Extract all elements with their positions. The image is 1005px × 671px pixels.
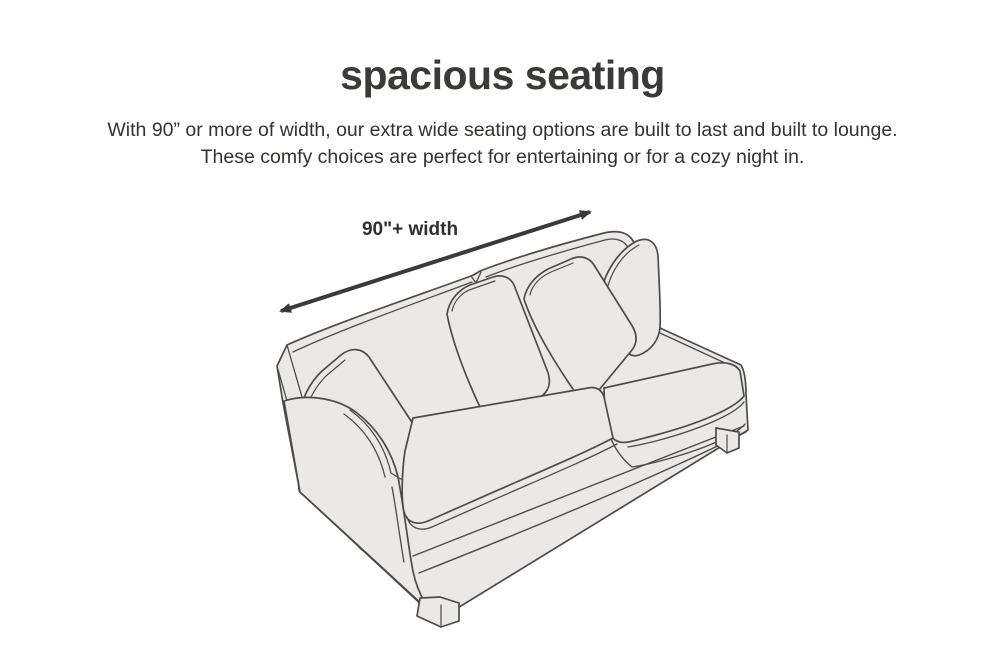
description-line-1: With 90” or more of width, our extra wide seating options are built to last and built to lounge. — [107, 119, 898, 141]
sofa-foot-front — [417, 597, 459, 627]
dimension-label: 90"+ width — [361, 219, 459, 240]
description-line-2: These comfy choices are perfect for entertaining or for a cozy night in. — [200, 146, 805, 168]
page-title: spacious seating — [340, 52, 665, 98]
